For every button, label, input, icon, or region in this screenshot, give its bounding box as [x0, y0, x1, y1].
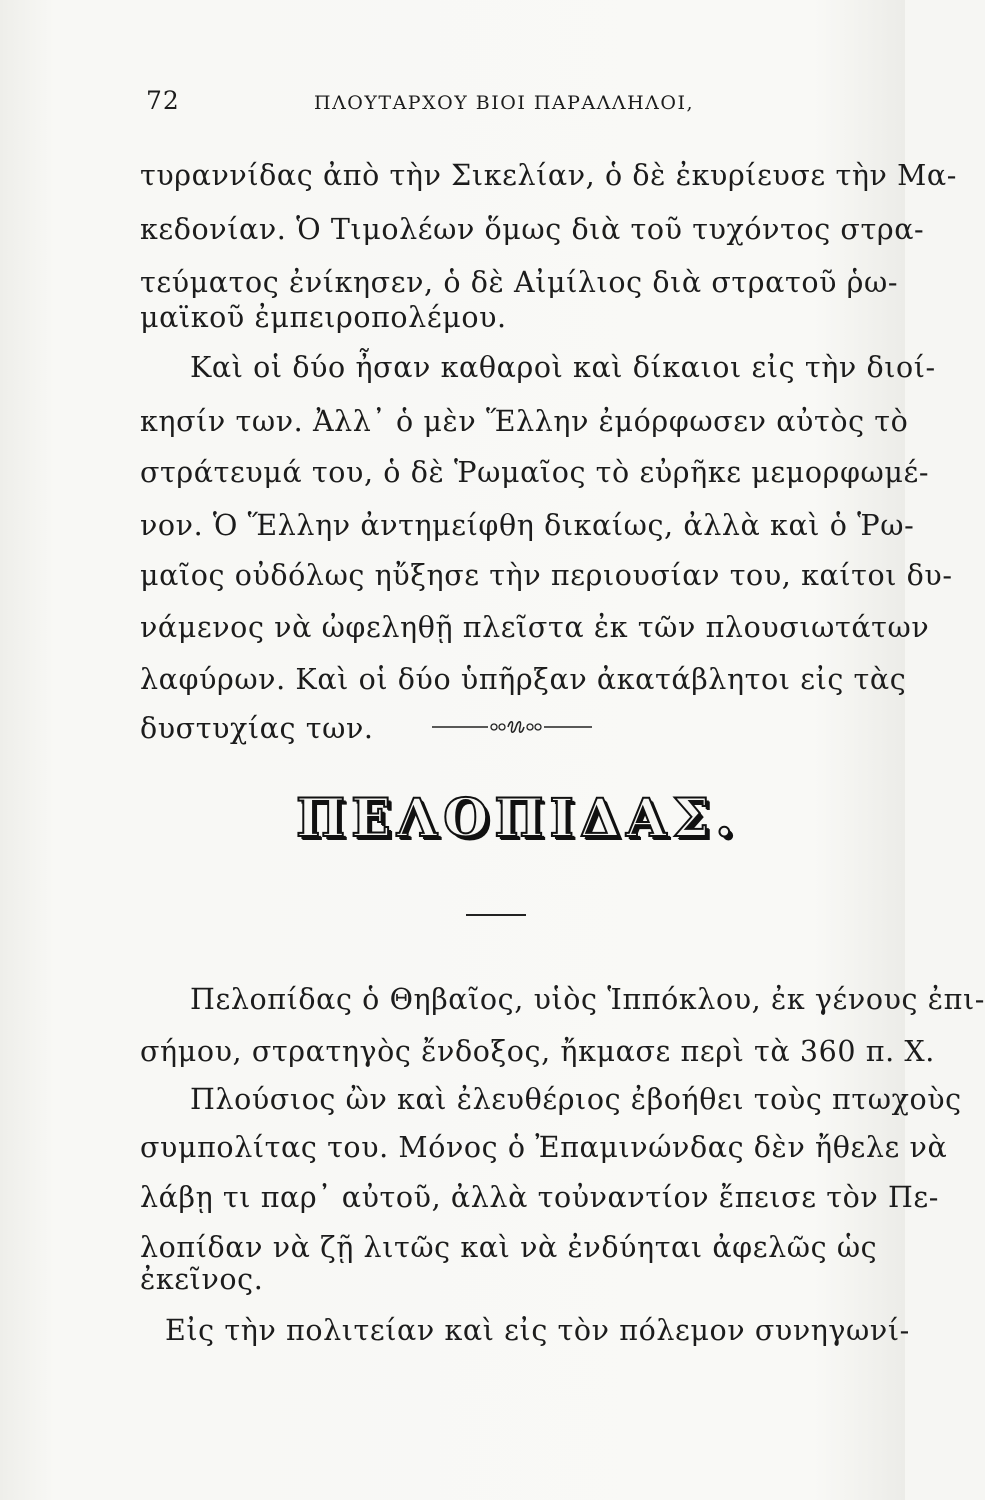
section-rule — [466, 914, 526, 916]
text-line: στράτευμά του, ὁ δὲ Ῥωμαῖος τὸ εὐρῆκε μεμορφωμέ- — [140, 456, 930, 489]
text-line: Πελοπίδας ὁ Θηβαῖος, υἱὸς Ἱππόκλου, ἐκ γένους ἐπι- — [190, 983, 985, 1016]
text-line: νάμενος νὰ ὠφεληθῇ πλεῖστα ἐκ τῶν πλουσιωτάτων — [140, 611, 930, 644]
text-line: ἐκεῖνος. — [140, 1263, 264, 1296]
text-line: νον. Ὁ Ἕλλην ἀντημείφθη δικαίως, ἀλλὰ καὶ ὁ Ῥω- — [140, 509, 915, 542]
text-line: σήμου, στρατηγὸς ἔνδοξος, ἤκμασε περὶ τὰ 360 π. Χ. — [140, 1035, 935, 1068]
text-line: τεύματος ἐνίκησεν, ὁ δὲ Αἰμίλιος διὰ στρατοῦ ῥω- — [140, 266, 899, 299]
text-line: μαῖος οὐδόλως ηὔξησε τὴν περιουσίαν του, καίτοι δυ- — [140, 559, 953, 592]
text-line: κεδονίαν. Ὁ Τιμολέων ὅμως διὰ τοῦ τυχόντος στρα- — [140, 213, 925, 246]
text-line: Πλούσιος ὢν καὶ ἐλευθέριος ἐβοήθει τοὺς πτωχοὺς — [190, 1083, 962, 1116]
text-line: τυραννίδας ἀπὸ τὴν Σικελίαν, ὁ δὲ ἐκυρίευσε τὴν Μα- — [140, 159, 957, 192]
text-line: μαϊκοῦ ἐμπειροπολέμου. — [140, 301, 507, 334]
page-header — [146, 86, 746, 116]
text-line: λάβῃ τι παρ᾽ αὐτοῦ, ἀλλὰ τοὐναντίον ἔπεισε τὸν Πε- — [140, 1181, 940, 1214]
text-line: κησίν των. Ἀλλ᾽ ὁ μὲν Ἕλλην ἐμόρφωσεν αὐτὸς τὸ — [140, 405, 909, 438]
ornament-divider-icon — [432, 717, 592, 737]
text-line: συμπολίτας του. Μόνος ὁ Ἐπαμινώνδας δὲν ἤθελε νὰ — [140, 1131, 948, 1164]
text-line: Καὶ οἱ δύο ἦσαν καθαροὶ καὶ δίκαιοι εἰς τὴν διοί- — [190, 351, 936, 384]
text-line: Εἰς τὴν πολιτείαν καὶ εἰς τὸν πόλεμον συνηγωνί- — [165, 1314, 910, 1347]
text-line: λαφύρων. Καὶ οἱ δύο ὑπῆρξαν ἀκατάβλητοι εἰς τὰς — [140, 663, 907, 696]
text-line: δυστυχίας των. — [140, 712, 374, 745]
section-title: ΠΕΛΟΠΙΔΑΣ. — [296, 788, 740, 849]
page-number: 72 — [146, 86, 180, 115]
text-line: λοπίδαν νὰ ζῇ λιτῶς καὶ νὰ ἐνδύηται ἀφελῶς ὡς — [140, 1231, 878, 1264]
running-title: ΠΛΟΥΤΑΡΧΟΥ ΒΙΟΙ ΠΑΡΑΛΛΗΛΟΙ, — [314, 92, 695, 114]
